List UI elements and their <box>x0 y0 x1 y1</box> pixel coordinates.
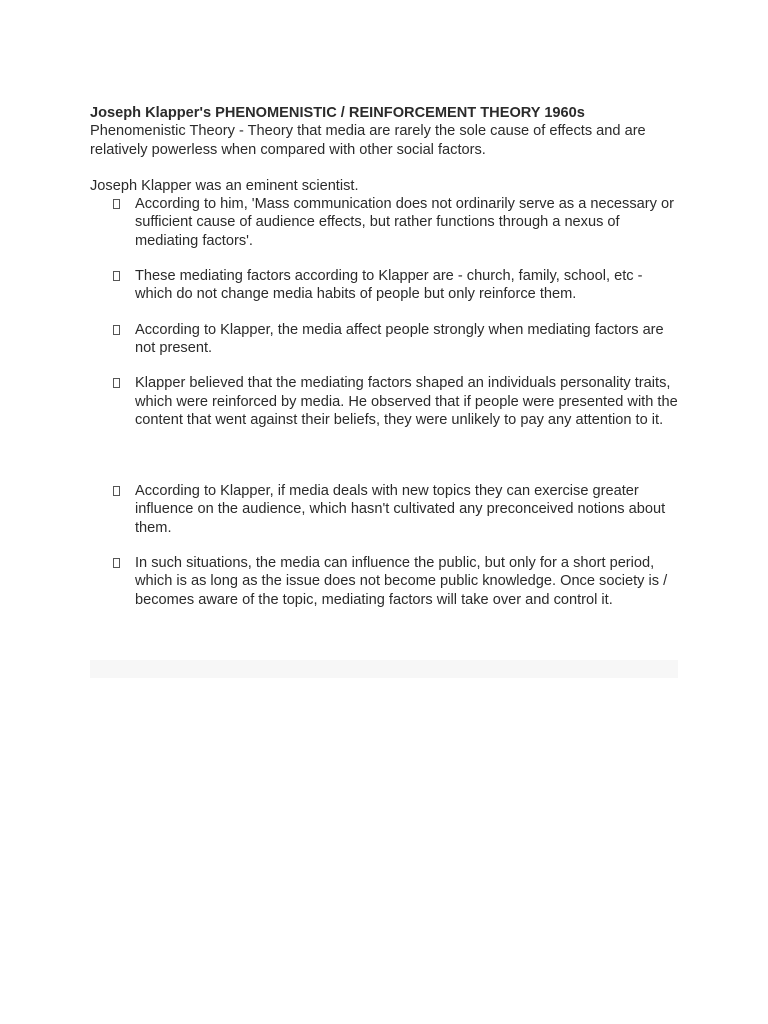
list-item <box>90 482 678 537</box>
square-bullet-icon <box>113 378 120 388</box>
list-item-text: These mediating factors according to Klapper are - church, family, school, etc - which do not change media habits of people but only reinforce them. <box>135 268 643 303</box>
list-item <box>90 374 678 429</box>
list-item-text: According to him, 'Mass communication does not ordinarily serve as a necessary or sufficient cause of audience effects, but rather functions through a nexus of mediating factors'. <box>135 196 674 249</box>
square-bullet-icon <box>113 325 120 335</box>
square-bullet-icon <box>113 558 120 568</box>
footer-bar <box>90 660 678 678</box>
list-item-text: In such situations, the media can influence the public, but only for a short period, which is as long as the issue does not become public knowledge. Once society is / becomes aware of the topic, mediating factors will take over and control it. <box>135 555 668 608</box>
square-bullet-icon <box>113 271 120 281</box>
document-title: Joseph Klapper's PHENOMENISTIC / REINFORCEMENT THEORY 1960s <box>90 105 585 121</box>
list-item <box>90 267 678 304</box>
list-item-text: According to Klapper, the media affect people strongly when mediating factors are not present. <box>135 321 664 356</box>
definition-paragraph: Phenomenistic Theory - Theory that media are rarely the sole cause of effects and are relatively powerless when compared with other social factors. <box>90 123 646 158</box>
list-item-text: Klapper believed that the mediating factors shaped an individuals personality traits, which were reinforced by media. He observed that if people were presented with the content that went against their beliefs, they were unlikely to pay any attention to it. <box>135 375 678 428</box>
square-bullet-icon <box>113 199 120 209</box>
list-item-text: According to Klapper, if media deals with new topics they can exercise greater influence on the audience, which hasn't cultivated any preconceived notions about them. <box>135 483 666 536</box>
list-item <box>90 195 678 250</box>
bullet-list <box>90 195 678 609</box>
paragraph-spacer <box>90 159 678 177</box>
square-bullet-icon <box>113 486 120 496</box>
list-item <box>90 321 678 358</box>
document-body <box>90 104 678 626</box>
list-item <box>90 554 678 609</box>
intro-paragraph: Joseph Klapper was an eminent scientist. <box>90 177 359 194</box>
